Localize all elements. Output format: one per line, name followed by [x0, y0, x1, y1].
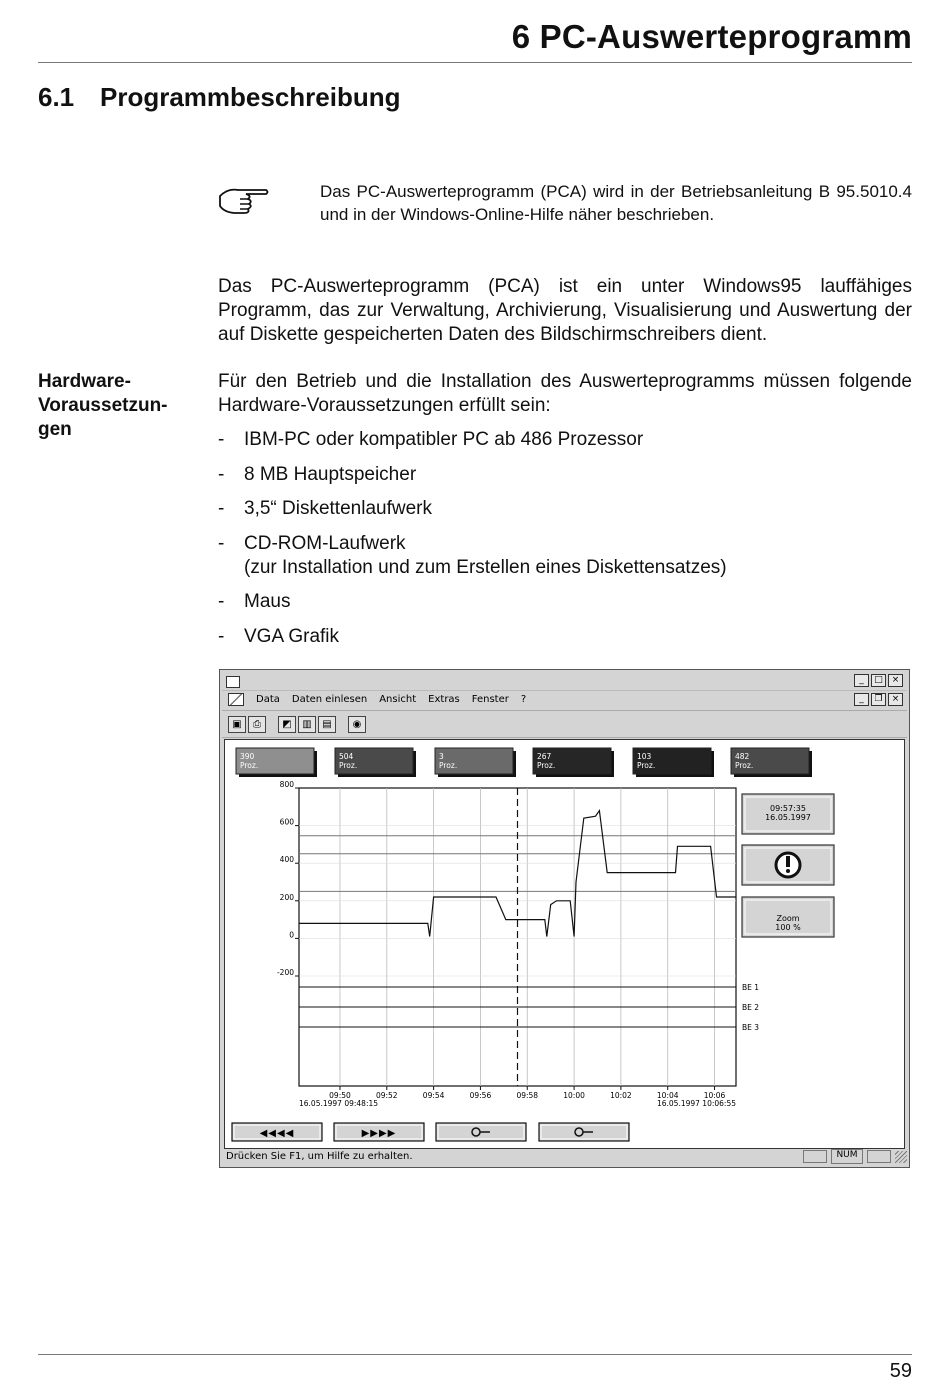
list-dash: -	[218, 429, 225, 450]
toolbar	[222, 710, 907, 738]
channel-value: 103	[637, 752, 652, 761]
y-tick-label: 0	[289, 930, 294, 940]
zoom-value: 100 %	[775, 923, 801, 932]
menu-item-data[interactable]: Data	[256, 693, 280, 705]
header-rule	[38, 62, 912, 63]
list-item	[218, 497, 912, 521]
window-controls	[854, 674, 903, 687]
menu-item-help[interactable]: ?	[520, 693, 527, 705]
status-pane	[867, 1150, 891, 1163]
channel-value-box[interactable]	[731, 748, 812, 777]
table-icon[interactable]: ▤	[318, 716, 336, 733]
x-tick-label: 09:54	[422, 1091, 445, 1100]
hardware-intro: Für den Betrieb und die Installation des Auswerteprogramms müssen folgende Hardware-Voraussetzungen erfüllt sein:	[218, 371, 912, 416]
resize-grip[interactable]	[895, 1151, 907, 1163]
channel-value-box[interactable]	[533, 748, 614, 777]
nav-button-label: ◀◀◀◀	[259, 1128, 295, 1139]
x-start-label: 16.05.1997 09:48:15	[299, 1099, 379, 1108]
channel-value: 267	[537, 752, 552, 761]
channel-unit: Proz.	[240, 761, 259, 770]
scroll-forward-button[interactable]	[334, 1123, 424, 1141]
list-dash: -	[218, 463, 225, 485]
footer-rule	[38, 1354, 912, 1355]
y-tick-label: -200	[276, 968, 294, 977]
chart-menu-icon	[228, 693, 244, 706]
binoculars-icon[interactable]: ◉	[348, 716, 366, 733]
timestamp-time: 09:57:35	[770, 804, 806, 813]
section-title	[38, 82, 401, 113]
binary-track-label: BE 3	[742, 1023, 760, 1032]
x-tick-label: 09:56	[469, 1091, 492, 1100]
alert-button[interactable]	[742, 845, 834, 885]
channel-value-box[interactable]	[435, 748, 516, 777]
num-lock-indicator: NUM	[831, 1149, 863, 1164]
channel-unit: Proz.	[735, 761, 754, 770]
doc-minimize-button[interactable]: _	[854, 693, 869, 706]
timestamp-date: 16.05.1997	[765, 813, 811, 822]
channel-unit: Proz.	[439, 761, 458, 770]
channel-value-box[interactable]	[335, 748, 416, 777]
binary-track-label: BE 2	[742, 1003, 760, 1012]
print-preview-icon[interactable]: ▣	[228, 716, 246, 733]
y-tick-label: 200	[279, 892, 294, 902]
status-bar	[222, 1148, 907, 1165]
key-right-button[interactable]	[539, 1123, 629, 1141]
zoom-label: Zoom	[776, 914, 800, 923]
list-item	[218, 532, 912, 580]
channel-value: 390	[240, 752, 255, 761]
pointing-hand-icon	[218, 182, 270, 218]
channel-value: 482	[735, 752, 750, 761]
x-tick-label: 10:04	[656, 1091, 679, 1100]
maximize-button[interactable]: □	[871, 674, 886, 687]
x-tick-label: 09:50	[329, 1091, 351, 1100]
intro-paragraph: Das PC-Auswerteprogramm (PCA) ist ein unter Windows95 lauffähiges Programm, das zur Verwaltung, Archivierung, Visualisierung und Auswertung der auf Diskette gespeicherten Daten des Bildschirmschreibers dient.	[218, 276, 912, 345]
list-item-text: Maus	[244, 591, 291, 612]
channel-value: 504	[339, 752, 354, 761]
menu-bar	[222, 690, 907, 708]
close-button[interactable]: ×	[888, 674, 903, 687]
channel-unit: Proz.	[537, 761, 556, 770]
x-tick-label: 10:06	[703, 1091, 726, 1100]
y-tick-label: 400	[279, 855, 294, 865]
page-number: 59	[889, 1360, 912, 1382]
list-item	[218, 625, 912, 649]
printer-icon[interactable]: ⎙	[248, 716, 266, 733]
menu-item-ansicht[interactable]: Ansicht	[379, 693, 417, 705]
channel-value-box[interactable]	[236, 748, 317, 777]
binary-track-label: BE 1	[742, 983, 760, 992]
list-item-text: IBM-PC oder kompatibler PC ab 486 Prozessor	[244, 429, 644, 450]
key-left-button[interactable]	[436, 1123, 526, 1141]
app-window-screenshot	[219, 669, 910, 1168]
section-heading: Programmbeschreibung	[100, 82, 401, 112]
nav-button-label: ▶▶▶▶	[361, 1128, 397, 1139]
chart-icon[interactable]: ◩	[278, 716, 296, 733]
doc-close-button[interactable]: ×	[888, 693, 903, 706]
chart-canvas	[225, 740, 904, 1148]
chart-view	[224, 739, 905, 1149]
section-number: 6.1	[38, 82, 75, 112]
x-tick-label: 09:58	[516, 1091, 539, 1100]
y-tick-label: 800	[279, 780, 294, 789]
list-dash: -	[218, 625, 225, 647]
hardware-heading-line: Voraussetzun-	[38, 395, 168, 416]
list-item	[218, 590, 912, 614]
channel-value-box[interactable]	[633, 748, 714, 777]
list-item-text: VGA Grafik	[244, 625, 340, 647]
y-tick-label: 600	[279, 817, 294, 827]
split-view-icon[interactable]: ▥	[298, 716, 316, 733]
list-item	[218, 463, 912, 487]
hardware-list	[218, 428, 912, 659]
timestamp-button[interactable]	[742, 794, 834, 834]
document-controls	[854, 693, 903, 706]
menu-item-daten-einlesen[interactable]: Daten einlesen	[291, 693, 368, 705]
list-dash: -	[218, 591, 225, 612]
list-item	[218, 428, 912, 452]
status-pane	[803, 1150, 827, 1163]
menu-item-fenster[interactable]: Fenster	[471, 693, 509, 705]
status-text: Drücken Sie F1, um Hilfe zu erhalten.	[226, 1151, 413, 1162]
menu-item-extras[interactable]: Extras	[428, 693, 460, 705]
list-dash: -	[218, 498, 225, 519]
scroll-back-button[interactable]	[232, 1123, 322, 1141]
x-tick-label: 09:52	[375, 1091, 398, 1100]
channel-unit: Proz.	[339, 761, 358, 770]
x-end-label: 16.05.1997 10:06:55	[656, 1099, 736, 1108]
hardware-heading-line: Hardware-	[38, 371, 131, 392]
x-tick-label: 10:00	[563, 1091, 585, 1100]
list-item-text: 8 MB Hauptspeicher	[244, 463, 417, 485]
note-text: Das PC-Auswerteprogramm (PCA) wird in der Betriebsanleitung B 95.5010.4 und in der Windows-Online-Hilfe näher beschrieben.	[320, 182, 912, 224]
list-dash: -	[218, 532, 225, 554]
list-item-subtext: (zur Installation und zum Erstellen eines Diskettensatzes)	[244, 556, 727, 578]
list-item-text: 3,5“ Diskettenlaufwerk	[244, 498, 432, 519]
list-item-text: CD-ROM-Laufwerk	[244, 532, 406, 554]
doc-restore-button[interactable]: ❐	[871, 693, 886, 706]
minimize-button[interactable]: _	[854, 674, 869, 687]
exclamation-icon	[776, 853, 800, 877]
chapter-title: 6 PC-Auswerteprogramm	[511, 18, 912, 55]
hardware-heading	[38, 370, 188, 442]
title-bar	[222, 672, 907, 691]
app-system-icon	[226, 676, 240, 688]
zoom-button[interactable]	[742, 897, 834, 937]
channel-unit: Proz.	[637, 761, 656, 770]
hardware-heading-line: gen	[38, 419, 72, 440]
channel-value: 3	[439, 752, 444, 761]
x-tick-label: 10:02	[610, 1091, 632, 1100]
